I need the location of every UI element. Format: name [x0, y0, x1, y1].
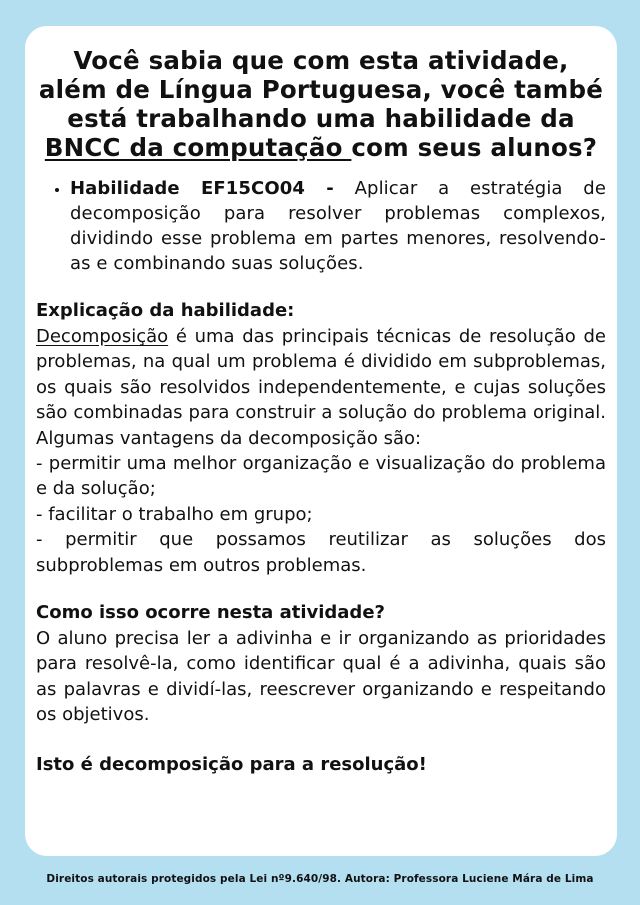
- skill-code: Habilidade EF15CO04 -: [70, 178, 334, 199]
- skill-item: [70, 176, 606, 276]
- advantage-item: - facilitar o trabalho em grupo;: [36, 503, 313, 525]
- decomposition-term: Decomposição: [36, 326, 169, 347]
- conclusion-text: Isto é decomposição para a resolução!: [36, 753, 427, 775]
- activity-text: O aluno precisa ler a adivinha e ir organizando as prioridades para resolvê-la, como identificar qual é a adivinha, quais são as palavras e dividí-las, reescrever organizando e respeitando os objetivos.: [36, 628, 606, 726]
- advantage-item: - permitir que possamos reutilizar as soluções dos subproblemas em outros problemas.: [36, 529, 606, 576]
- page-title: [36, 46, 606, 162]
- explanation-text: [36, 324, 606, 451]
- skill-list: [36, 176, 606, 276]
- copyright-footer: Direitos autorais protegidos pela Lei nº9.640/98. Autora: Professora Luciene Mára de Lima: [46, 873, 594, 885]
- content-card: [25, 26, 617, 856]
- explanation-body: é uma das principais técnicas de resolução de problemas, na qual um problema é dividido em subproblemas, os quais são resolvidos independentemente, e cujas soluções são combinadas para construir a solução do problema original. Algumas vantagens da decomposição são:: [36, 326, 606, 449]
- activity-heading: Como isso ocorre nesta atividade?: [36, 602, 385, 624]
- bncc-link-text: BNCC da computação: [44, 133, 352, 162]
- title-end: com seus alunos?: [351, 133, 598, 162]
- title-text: Você sabia que com esta atividade, além de Língua Portuguesa, você també está trabalhando uma habilidade da: [38, 46, 604, 133]
- explanation-heading: Explicação da habilidade:: [36, 300, 295, 321]
- advantage-item: - permitir uma melhor organização e visualização do problema e da solução;: [36, 453, 606, 500]
- skill-description: Aplicar a estratégia de decomposição para resolver problemas complexos, dividindo esse problema em partes menores, resolvendo-as e combinando suas soluções.: [70, 178, 606, 274]
